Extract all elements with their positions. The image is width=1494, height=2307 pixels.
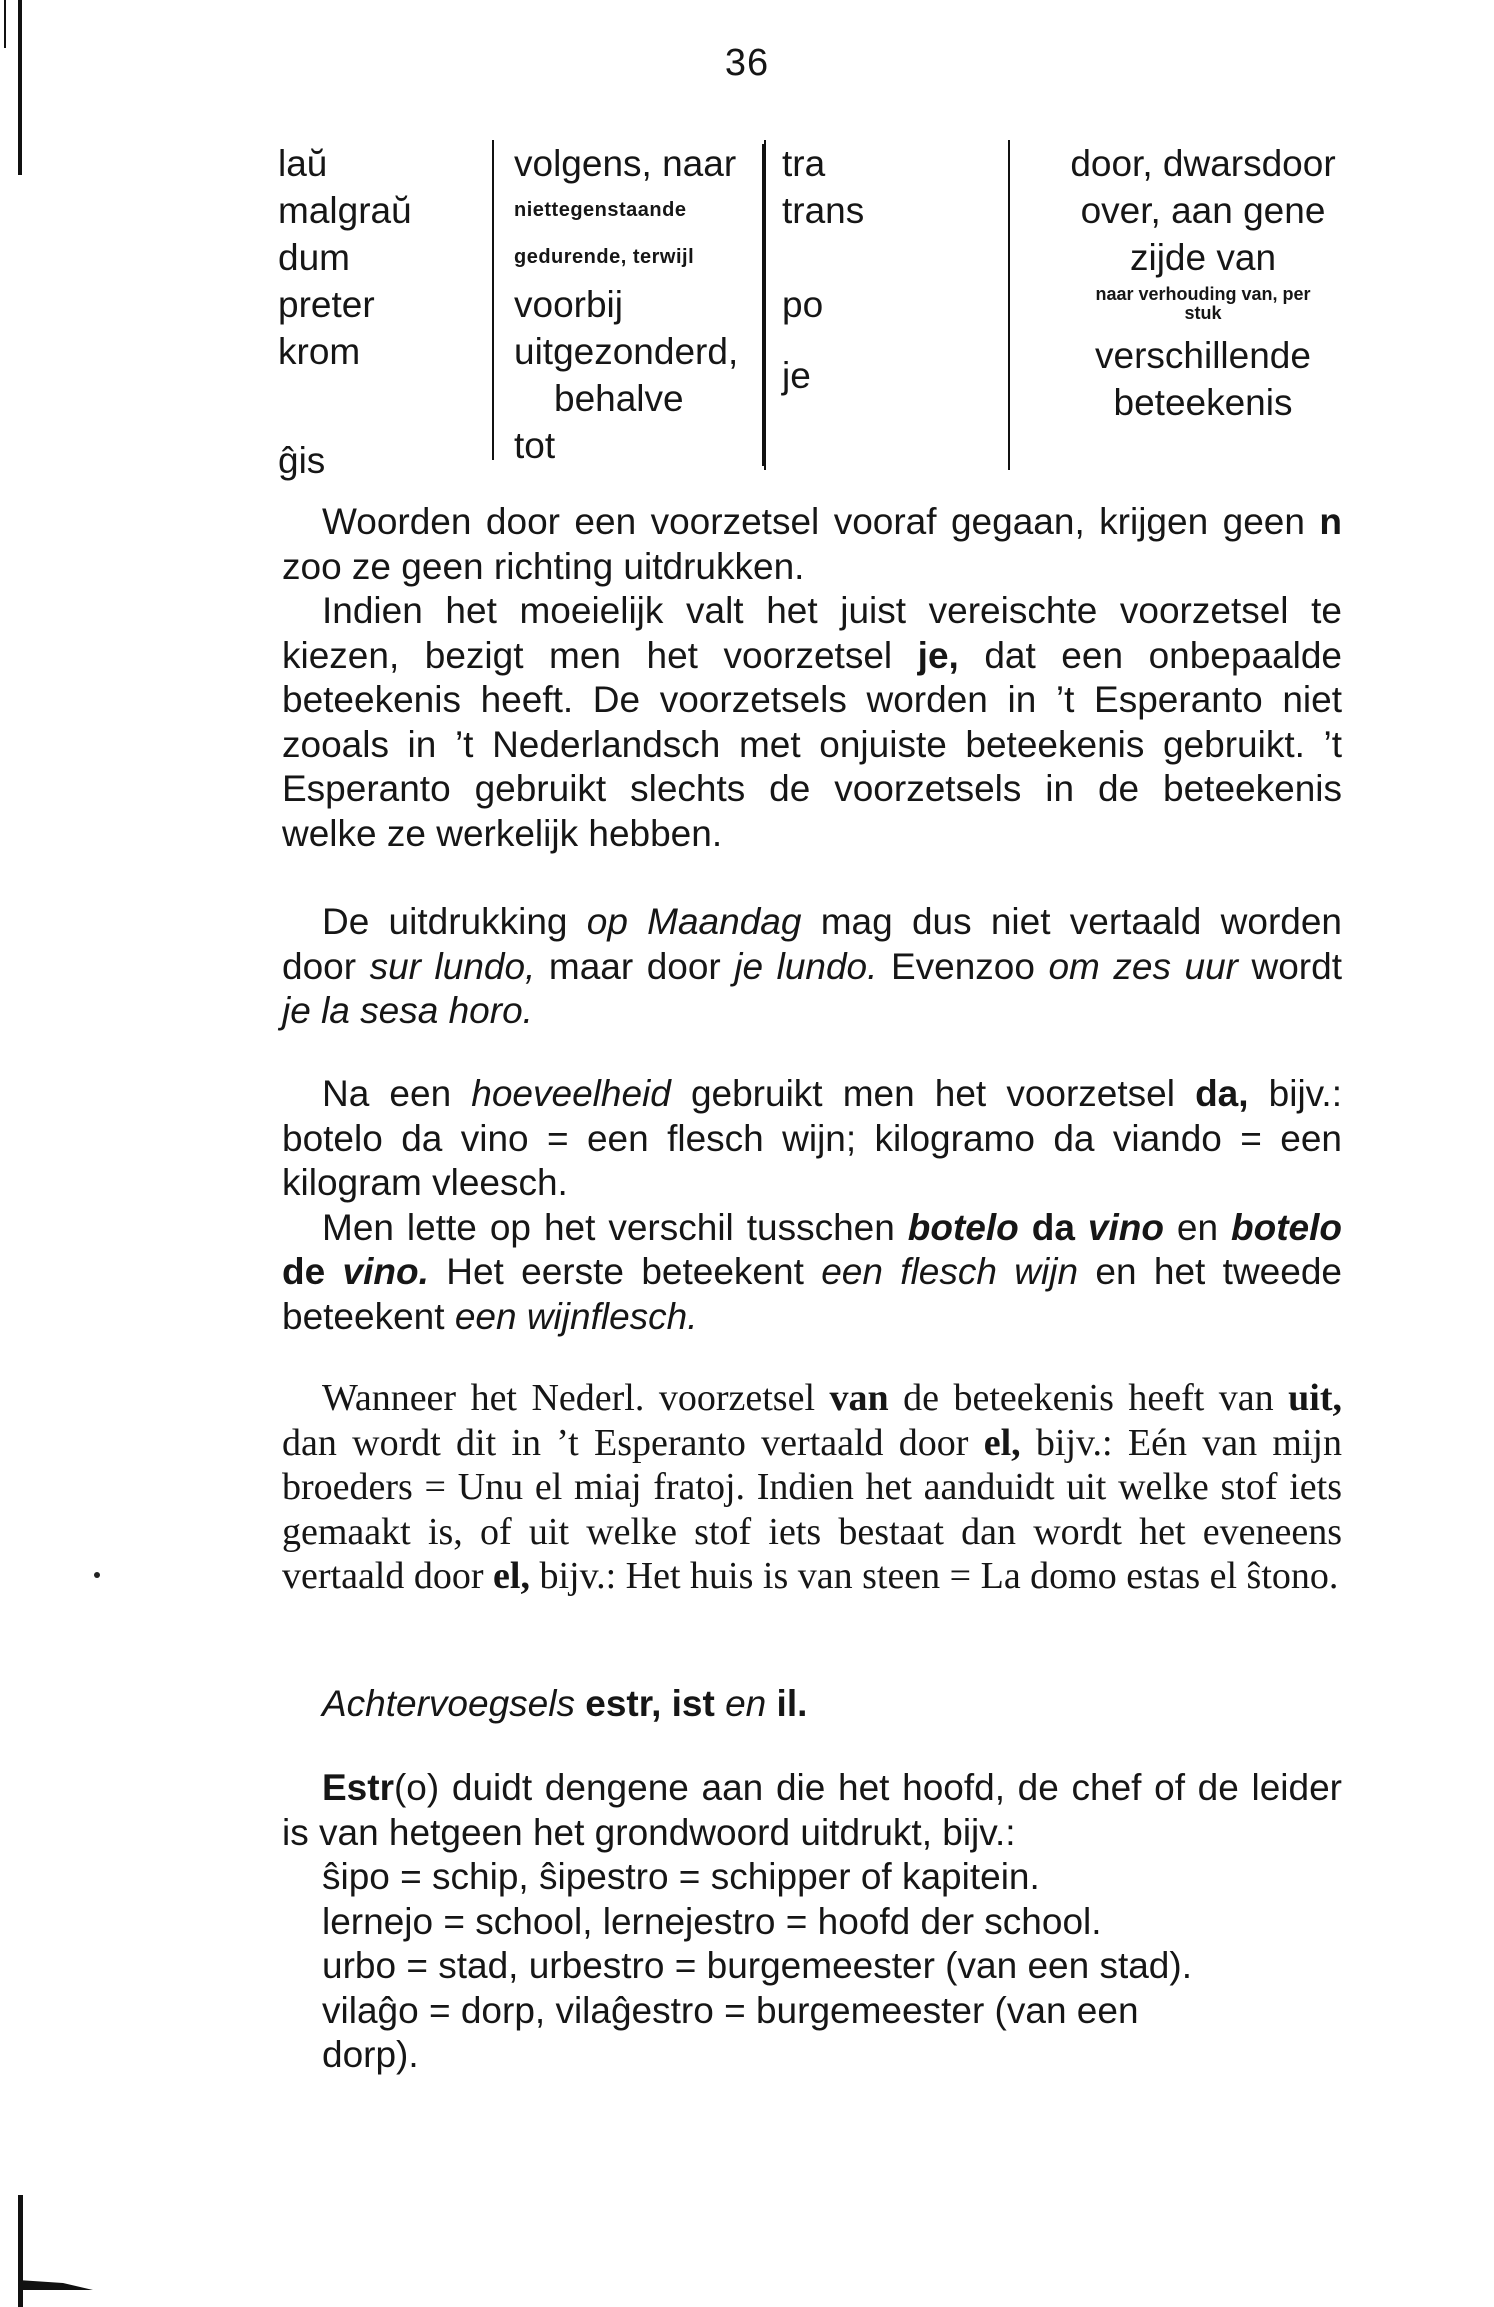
text-run: vino.: [342, 1251, 429, 1292]
table-cell: laŭ: [278, 143, 328, 184]
scan-corner-mark: [18, 2195, 23, 2307]
text-run: bijv.: Eén van mijn broeders = Unu el miaj fratoj. Indien het aanduidt uit welke stof iets gemaakt is, of uit welke stof iets bestaat dan wordt het eveneens vertaald door: [282, 1421, 1342, 1597]
table-cell: voorbij: [514, 284, 623, 325]
example-line: ŝipo = schip, ŝipestro = schipper of kapitein.: [322, 1856, 1040, 1897]
text-run: mag dus niet vertaald worden door: [282, 901, 1342, 987]
esperanto-column-left: [278, 140, 478, 484]
text-run: n: [1319, 501, 1342, 542]
text-run: wordt: [1237, 945, 1342, 987]
text-run: (o) duidt dengene aan die het hoofd, de chef of de leider is van hetgeen het grondwoord uitdrukt, bijv.:: [282, 1767, 1342, 1853]
table-cell: uitgezonderd,: [514, 331, 739, 372]
table-cell: ĝis: [278, 440, 326, 481]
text-run: Achtervoegsels: [322, 1683, 586, 1724]
text-run: De uitdrukking: [322, 901, 587, 942]
paragraph-block: [282, 1766, 1342, 2078]
text-run: de: [282, 1251, 343, 1292]
paragraph: [282, 1072, 1342, 1206]
text-run: en: [714, 1683, 777, 1724]
prepositions-table: [278, 140, 1338, 481]
table-cell: behalve: [554, 378, 684, 419]
text-run: de beteekenis heeft van: [888, 1377, 1289, 1419]
text-run: bijv.: botelo da vino = een flesch wijn; kilogramo da viando = een kilogram vleesch.: [282, 1073, 1342, 1203]
text-run: Na een: [322, 1073, 472, 1114]
table-cell: verschillende: [1095, 335, 1311, 376]
text-run: je,: [917, 634, 959, 676]
text-run: gebruikt men het voorzetsel: [670, 1073, 1196, 1114]
stray-dot: [94, 1572, 100, 1578]
table-cell: naar verhouding van, per stuk: [1095, 284, 1311, 323]
dutch-column-left: [492, 140, 804, 466]
text-run: Indien het moeielijk valt het juist vereischte voorzetsel te kiezen, bezigt men het voorzetsel: [282, 590, 1342, 676]
text-run: van: [829, 1377, 889, 1419]
table-cell: zijde van: [1129, 237, 1277, 278]
scan-edge-mark: [4, 0, 6, 48]
table-cell: tot: [514, 425, 556, 466]
table-cell: malgraŭ: [278, 190, 412, 231]
text-run: botelo: [907, 1206, 1019, 1248]
table-cell: preter: [278, 284, 375, 325]
text-run: Estr: [322, 1767, 394, 1808]
text-run: en: [1163, 1206, 1232, 1248]
text-run: Men lette op het verschil tusschen: [322, 1206, 908, 1248]
text-run: Wanneer het Nederl. voorzetsel: [322, 1377, 830, 1419]
table-cell: po: [782, 284, 824, 325]
paragraph-block: [282, 500, 1342, 856]
dutch-column-right: [1008, 140, 1368, 470]
text-run: Woorden door een voorzetsel vooraf gegaan, krijgen geen: [322, 501, 1320, 542]
text-run: bijv.: Het huis is van steen = La domo estas el ŝtono.: [529, 1555, 1339, 1597]
text-run: estr, ist: [585, 1683, 715, 1724]
text-run: hoeveelheid: [471, 1073, 671, 1114]
scan-corner-mark: [18, 2280, 93, 2290]
text-run: om zes uur: [1048, 945, 1238, 987]
text-run: maar door: [535, 945, 735, 987]
scan-edge-mark: [18, 0, 22, 175]
esperanto-column-right: [764, 140, 982, 470]
table-cell: je: [782, 355, 811, 396]
paragraph-block: [282, 1072, 1342, 1339]
text-run: Evenzoo: [877, 945, 1049, 987]
paragraph: [282, 589, 1342, 856]
table-cell: tra: [782, 143, 826, 184]
table-cell: dum: [278, 237, 350, 278]
text-run: da: [1018, 1206, 1088, 1248]
text-run: op Maandag: [586, 901, 802, 942]
text-run: een flesch wijn: [821, 1251, 1079, 1292]
table-cell: door, dwarsdoor: [1070, 143, 1336, 184]
paragraph: [282, 1766, 1342, 1855]
table-cell: over, aan gene: [1080, 190, 1326, 231]
text-run: en het tweede beteekent: [282, 1251, 1342, 1337]
table-cell: trans: [782, 190, 865, 231]
text-run: il.: [776, 1683, 808, 1724]
text-run: da,: [1195, 1073, 1249, 1114]
table-cell: niettegenstaande: [514, 199, 687, 221]
paragraph-block: [282, 1376, 1342, 1599]
paragraph-block: [282, 900, 1342, 1034]
text-run: zoo ze geen richting uitdrukken.: [282, 545, 805, 587]
text-run: el,: [493, 1555, 530, 1597]
example-line: vilaĝo = dorp, vilaĝestro = burgemeester (van een: [322, 1989, 1139, 2031]
table-cell: beteekenis: [1113, 382, 1293, 423]
table-cell: volgens, naar: [514, 143, 737, 184]
example-line: dorp).: [322, 2034, 419, 2075]
table-cell: gedurende, terwijl: [514, 246, 695, 268]
table-cell: krom: [278, 331, 361, 372]
text-run: botelo: [1231, 1206, 1342, 1248]
text-run: je la sesa horo.: [282, 990, 533, 1031]
text-run: uit,: [1288, 1377, 1343, 1419]
text-run: dat een onbepaalde beteekenis heeft. De voorzetsels worden in ’t Esperanto niet zooals in ’t Nederlandsch met onjuiste beteekenis gebruikt. ’t Esperanto gebruikt slechts de voorzetsels in de beteekenis welke ze werkelijk hebben.: [282, 634, 1342, 854]
text-run: el,: [983, 1421, 1021, 1464]
paragraph: [282, 900, 1342, 1034]
page-number: 36: [724, 42, 770, 84]
heading: [282, 1682, 1342, 1727]
example-line: lernejo = school, lernejestro = hoofd der school.: [322, 1900, 1102, 1942]
paragraph: [282, 500, 1342, 589]
paragraph: [282, 1376, 1342, 1599]
example-line: urbo = stad, urbestro = burgemeester (van een stad).: [322, 1945, 1192, 1986]
section-heading: [282, 1682, 1342, 1727]
text-run: Het eerste beteekent: [428, 1251, 822, 1292]
text-run: je lundo.: [734, 945, 878, 987]
text-run: een wijnflesch.: [454, 1295, 698, 1337]
paragraph: [282, 1206, 1342, 1340]
text-run: sur lundo,: [369, 945, 536, 987]
text-run: vino: [1087, 1206, 1164, 1248]
text-run: dan wordt dit in ’t Esperanto vertaald door: [282, 1421, 984, 1464]
